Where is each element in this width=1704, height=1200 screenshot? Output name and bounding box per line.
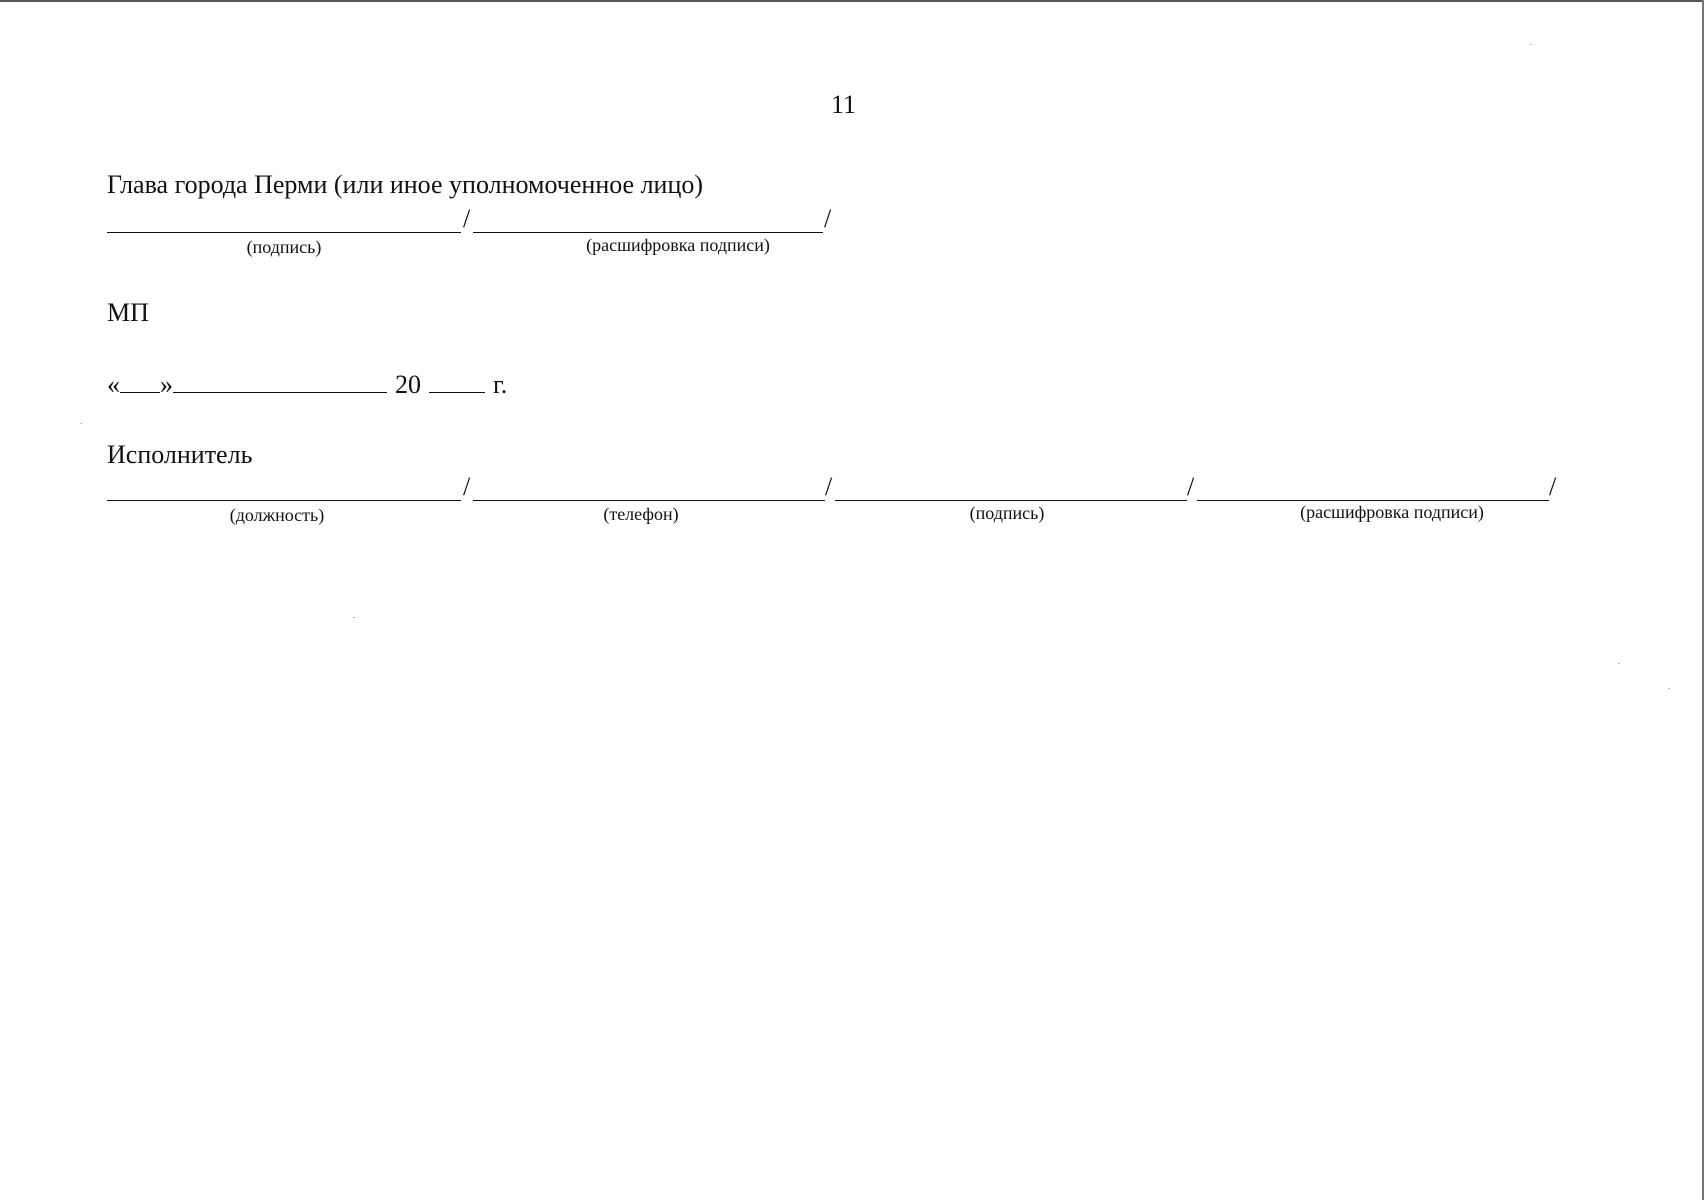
scan-speck — [1530, 44, 1532, 45]
executor-phone-blank[interactable] — [473, 500, 825, 501]
scan-edge-top — [0, 0, 1704, 2]
executor-phone-caption: (телефон) — [603, 504, 679, 524]
executor-signature-caption: (подпись) — [969, 503, 1045, 523]
executor-signature-blank[interactable] — [835, 500, 1187, 501]
date-year-suffix: г. — [493, 370, 508, 399]
seal-mark: МП — [107, 298, 149, 327]
executor-slash-3: / — [1187, 472, 1195, 501]
scan-speck — [1618, 663, 1620, 664]
head-signature-slash-1: / — [463, 204, 471, 233]
executor-decoding-caption: (расшифровка подписи) — [1300, 502, 1484, 522]
scan-speck — [80, 423, 82, 424]
head-signature-title: Глава города Перми (или иное уполномоченное лицо) — [107, 170, 704, 199]
head-signature-decoding-caption: (расшифровка подписи) — [586, 235, 770, 255]
date-line — [107, 370, 507, 400]
executor-position-blank[interactable] — [107, 500, 461, 501]
head-signature-caption: (подпись) — [246, 237, 322, 257]
executor-title: Исполнитель — [107, 440, 253, 469]
page-number: 11 — [831, 90, 857, 119]
date-close-quote: » — [160, 370, 173, 399]
date-open-quote: « — [107, 370, 120, 399]
head-signature-decoding-blank[interactable] — [473, 232, 823, 233]
head-signature-slash-2: / — [824, 204, 832, 233]
month-blank[interactable] — [173, 370, 387, 393]
executor-decoding-blank[interactable] — [1197, 500, 1549, 501]
year-blank[interactable] — [429, 370, 485, 393]
scan-speck — [1668, 688, 1670, 689]
executor-slash-4: / — [1549, 472, 1557, 501]
executor-slash-2: / — [825, 472, 833, 501]
executor-position-caption: (должность) — [229, 505, 325, 525]
day-blank[interactable] — [120, 370, 160, 393]
head-signature-blank[interactable] — [107, 232, 461, 233]
date-century: 20 — [395, 370, 421, 399]
executor-slash-1: / — [463, 472, 471, 501]
scan-speck — [353, 617, 355, 618]
